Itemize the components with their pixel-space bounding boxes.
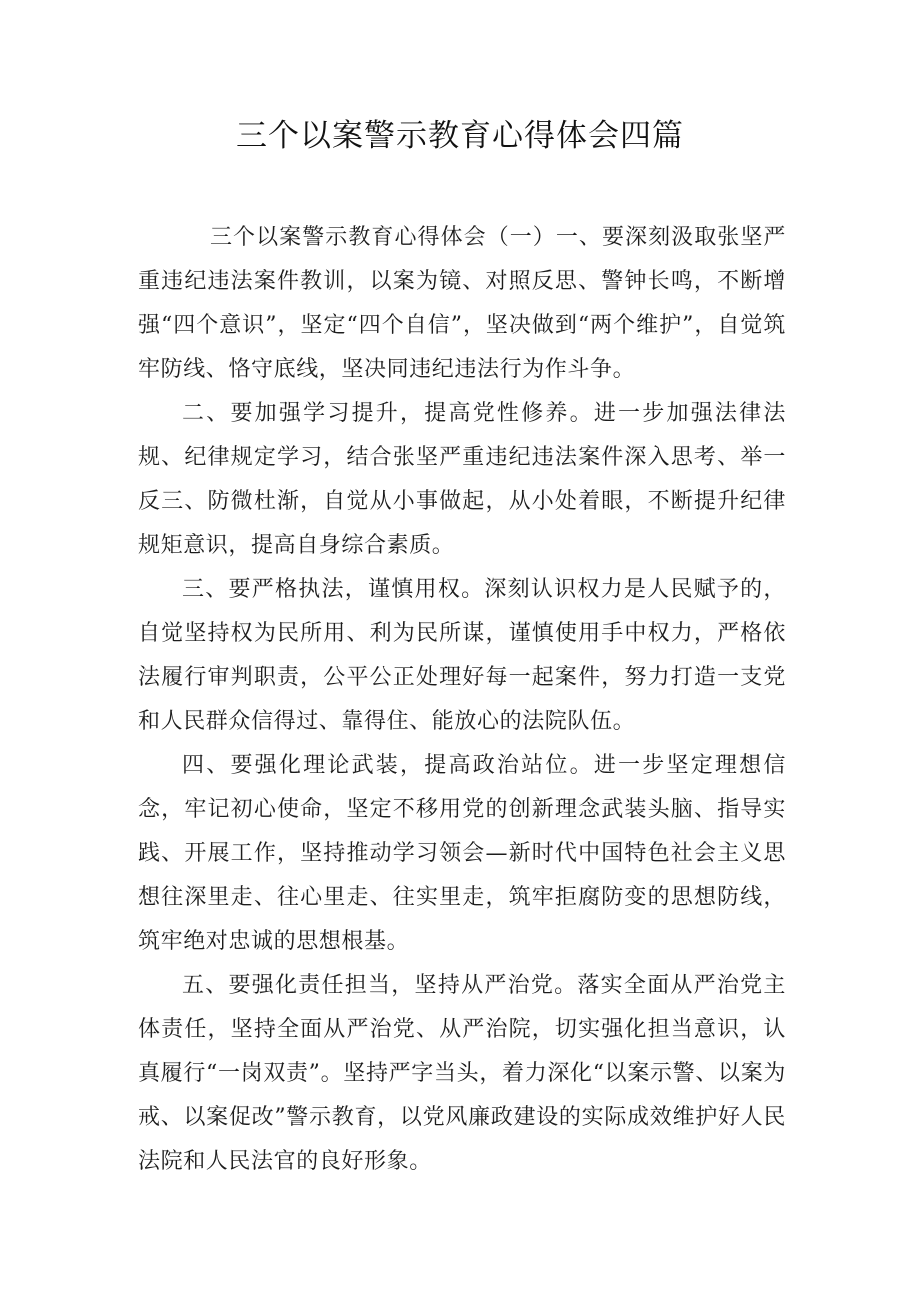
paragraph-3: 三、要严格执法，谨慎用权。深刻认识权力是人民赋予的，自觉坚持权为民所用、利为民所谋，谨慎使用手中权力，严格依法履行审判职责，公平公正处理好每一起案件，努力打造一支党和人民群众信得过、靠得住、能放心的法院队伍。 [138,577,786,734]
paragraph-2: 二、要加强学习提升，提高党性修养。进一步加强法律法规、纪律规定学习，结合张坚严重违纪违法案件深入思考、举一反三、防微杜渐，自觉从小事做起，从小处着眼，不断提升纪律规矩意识，提高自身综合素质。 [138,401,786,558]
document-body [138,216,786,1184]
document-title: 三个以案警示教育心得体会四篇 [236,118,684,154]
paragraph-5: 五、要强化责任担当，坚持从严治党。落实全面从严治党主体责任，坚持全面从严治党、从严治院，切实强化担当意识，认真履行“一岗双责”。坚持严字当头，着力深化“以案示警、以案为戒、以案促改”警示教育，以党风廉政建设的实际成效维护好人民法院和人民法官的良好形象。 [138,973,786,1174]
paragraph-1: 三个以案警示教育心得体会（一）一、要深刻汲取张坚严重违纪违法案件教训，以案为镜、对照反思、警钟长鸣，不断增强“四个意识”，坚定“四个自信”，坚决做到“两个维护”，自觉筑牢防线、恪守底线，坚决同违纪违法行为作斗争。 [138,225,786,382]
paragraph-4: 四、要强化理论武装，提高政治站位。进一步坚定理想信念，牢记初心使命，坚定不移用党的创新理念武装头脑、指导实践、开展工作，坚持推动学习领会—新时代中国特色社会主义思想往深里走、往心里走、往实里走，筑牢拒腐防变的思想防线，筑牢绝对忠诚的思想根基。 [138,753,786,954]
